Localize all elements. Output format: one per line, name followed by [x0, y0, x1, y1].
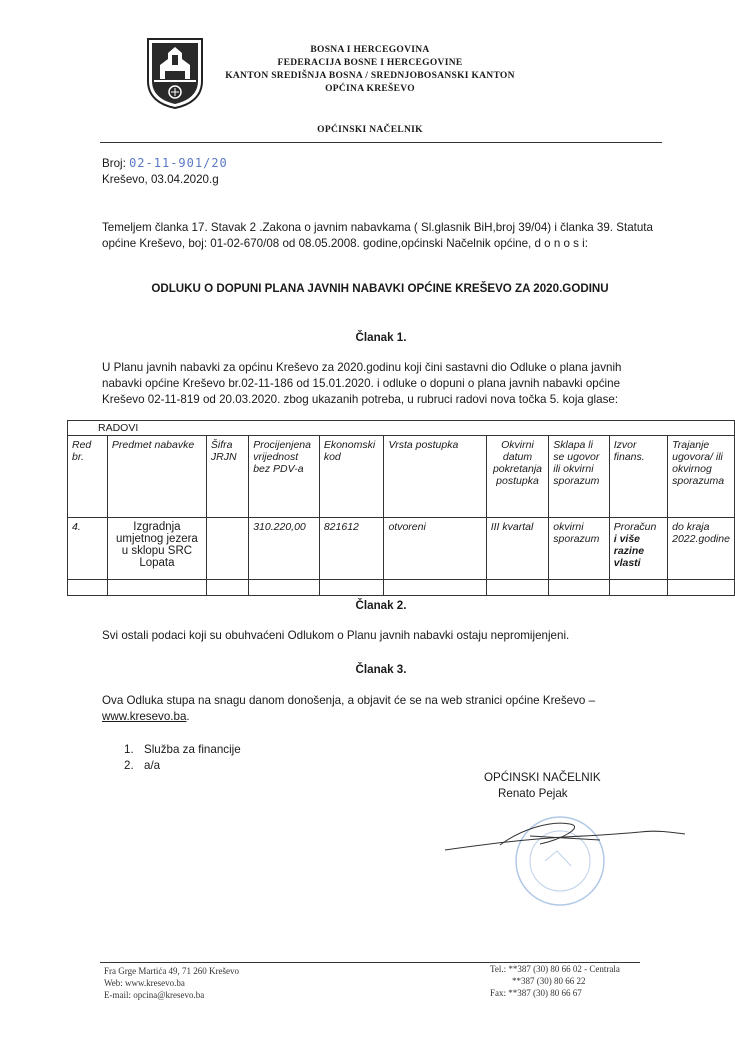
header-country: BOSNA I HERCEGOVINA [310, 45, 430, 55]
distribution-item: 1. Služba za financije [124, 743, 241, 756]
header-num: Red br. [68, 436, 108, 518]
row-funding [609, 518, 667, 580]
header-funding: Izvor finans. [609, 436, 667, 518]
row-funding-a: Proračun [613, 521, 657, 533]
distribution-list [124, 742, 241, 774]
footer-tel-central: Tel.: **387 (30) 80 66 02 - Centrala [490, 964, 620, 974]
header-federation: FEDERACIJA BOSNE I HERCEGOVINE [277, 58, 463, 68]
article-3-text: Ova Odluka stupa na snagu danom donošenja, a objavit će se na web stranici općine Kreševo – www.kresevo.ba. [102, 693, 662, 725]
table-row [68, 518, 735, 580]
header-municipality: OPĆINA KREŠEVO [325, 84, 415, 94]
letterhead [200, 44, 540, 96]
article-1-line-2: nabavki općine Kreševo br.02-11-186 od 15.01.2020. i odluke o dopuni o plana javnih nabavki općine [102, 377, 621, 390]
handwritten-signature [440, 810, 690, 860]
header-canton: KANTON SREDIŠNJA BOSNA / SREDNJOBOSANSKI KANTON [225, 71, 515, 81]
article-3-heading: Članak 3. [355, 663, 407, 676]
table-empty-row [68, 580, 735, 596]
procurement-table [67, 420, 735, 596]
footer-fax: Fax: **387 (30) 80 66 67 [490, 988, 582, 998]
signature-title: OPĆINSKI NAČELNIK [484, 771, 601, 784]
broj-value: 02-11-901/20 [129, 156, 228, 170]
website-link[interactable]: www.kresevo.ba [102, 710, 187, 723]
header-jrjn: Šifra JRJN [206, 436, 248, 518]
row-procedure: otvoreni [384, 518, 486, 580]
row-num: 4. [68, 518, 108, 580]
row-subject: Izgradnja umjetnog jezera u sklopu SRC Lopata [107, 518, 206, 580]
row-date: III kvartal [486, 518, 549, 580]
article-2-text: Svi ostali podaci koji su obuhvaćeni Odlukom o Planu javnih nabavki ostaju nepromijenjeni. [102, 629, 570, 642]
row-duration: do kraja 2022.godine [668, 518, 735, 580]
footer-email: E-mail: opcina@kresevo.ba [104, 990, 205, 1000]
row-code: 821612 [319, 518, 384, 580]
reference-block [102, 155, 228, 188]
footer-address [104, 965, 239, 1001]
header-code: Ekonomski kod [319, 436, 384, 518]
table-section-row [68, 421, 735, 436]
footer-web: Web: www.kresevo.ba [104, 978, 185, 988]
table-header-row [68, 436, 735, 518]
signature-block [484, 770, 654, 802]
header-subject: Predmet nabavke [107, 436, 206, 518]
header-procedure: Vrsta postupka [384, 436, 486, 518]
document-title: ODLUKU O DOPUNI PLANA JAVNIH NABAVKI OPĆINE KREŠEVO ZA 2020.GODINU [151, 282, 609, 295]
distribution-item: 2. a/a [124, 759, 161, 772]
row-contract: okvirni sporazum [549, 518, 609, 580]
row-value: 310.220,00 [249, 518, 320, 580]
header-value: Procijenjena vrijednost bez PDV-a [249, 436, 320, 518]
footer-contacts [490, 963, 620, 999]
footer-tel-2: **387 (30) 80 66 22 [512, 976, 586, 986]
intro-line-2: općine Kreševo, boj: 01-02-670/08 od 08.05.2008. godine,općinski Načelnik općine, d o n o s i: [102, 237, 588, 250]
intro-paragraph [102, 220, 662, 252]
article-3-line-1: Ova Odluka stupa na snagu danom donošenja, a objavit će se na web stranici općine Kreševo – [102, 694, 596, 707]
row-jrjn [206, 518, 248, 580]
header-date: Okvirni datum pokretanja postupka [486, 436, 549, 518]
header-contract: Sklapa li se ugovor ili okvirni sporazum [549, 436, 609, 518]
coat-of-arms-logo [146, 37, 204, 109]
office-title: OPĆINSKI NAČELNIK [317, 125, 423, 135]
broj-label: Broj: [102, 157, 126, 170]
article-1-line-1: U Planu javnih nabavki za općinu Kreševo za 2020.godinu koji čini sastavni dio Odluke o plana javnih [102, 361, 622, 374]
table-section-label: RADOVI [68, 421, 735, 436]
footer-street: Fra Grge Martića 49, 71 260 Kreševo [104, 966, 240, 976]
article-1-heading: Članak 1. [355, 331, 407, 344]
place-date: Kreševo, 03.04.2020.g [102, 173, 219, 186]
header-divider [100, 142, 662, 143]
header-duration: Trajanje ugovora/ ili okvirnog sporazuma [668, 436, 735, 518]
article-2-heading: Članak 2. [355, 599, 407, 612]
article-1-text [102, 360, 662, 408]
intro-line-1: Temeljem članka 17. Stavak 2 .Zakona o javnim nabavkama ( Sl.glasnik BiH,broj 39/04) i članka 39. Statuta [102, 221, 653, 234]
signature-name: Renato Pejak [498, 787, 568, 800]
article-1-line-3: Kreševo 02-11-819 od 20.03.2020. zbog ukazanih potreba, u rubruci radovi nova točka 5. koja glase: [102, 393, 619, 406]
row-funding-b: i više razine vlasti [613, 533, 645, 569]
